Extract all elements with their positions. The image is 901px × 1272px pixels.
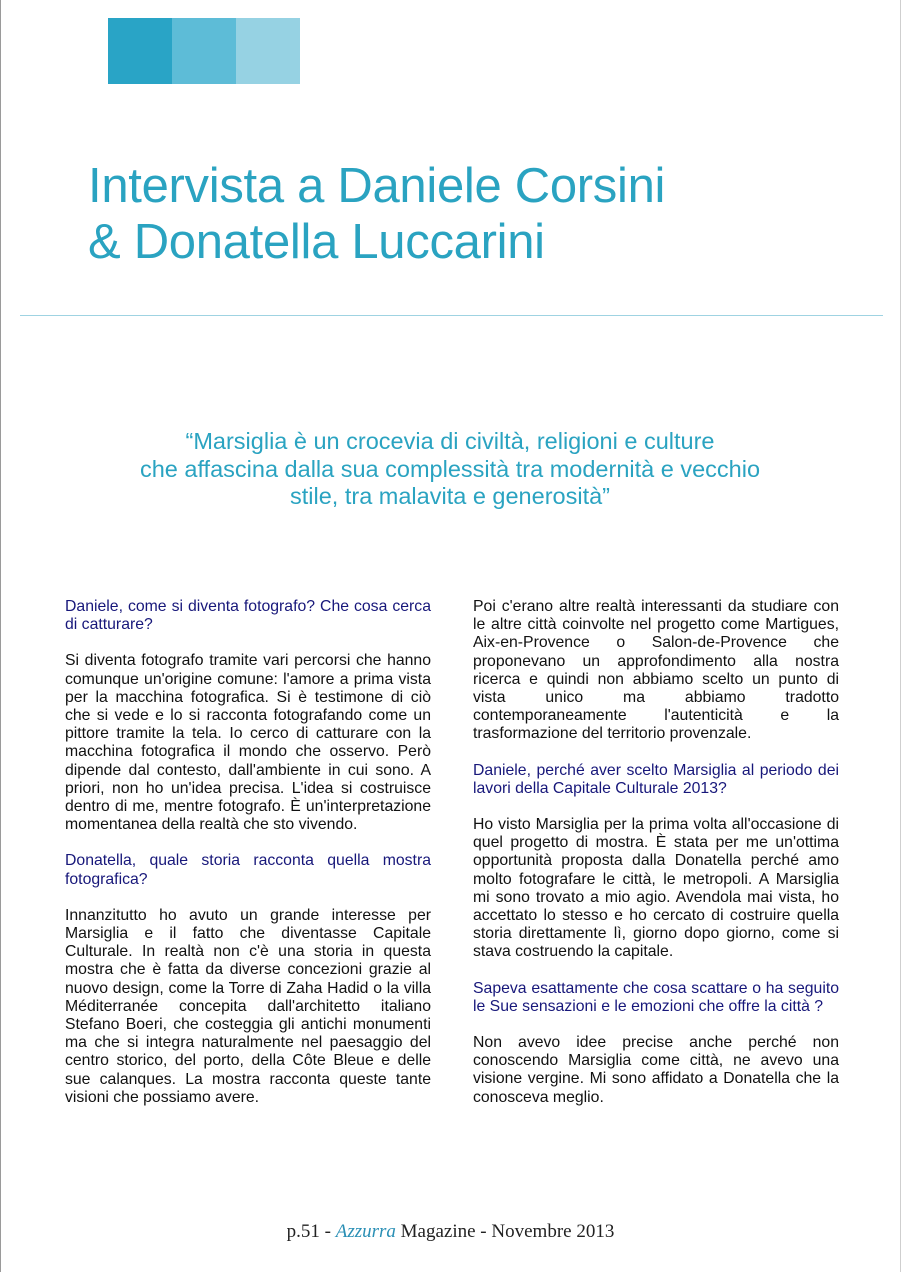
footer-issue: Magazine - Novembre 2013 xyxy=(395,1221,615,1242)
article-column-right xyxy=(473,598,839,1125)
interview-question: Donatella, quale storia racconta quella mostra fotografica? xyxy=(65,852,431,888)
interview-answer: Ho visto Marsiglia per la prima volta all'occasione di quel progetto di mostra. È stata per me un'ottima opportunità proposta dalla Donatella perché amo molto fotografare le città, le metropoli. A Marsiglia mi sono trovato a mio agio. Avendola mai vista, ho accettato lo stesso e ho cercato di costruire quella storia direttamente lì, giorno dopo giorno, come si stava costruendo la capitale. xyxy=(473,816,839,961)
interview-answer: Non avevo idee precise anche perché non conoscendo Marsiglia come città, ne avevo una visione vergine. Mi sono affidato a Donatella che la conosceva meglio. xyxy=(473,1034,839,1106)
footer-magazine-name: Azzurra xyxy=(335,1221,396,1242)
interview-answer: Innanzitutto ho avuto un grande interesse per Marsiglia e il fatto che diventasse Capitale Culturale. In realtà non c'è una storia in questa mostra che è fatta da diverse concezioni grazie al nuovo design, come la Torre di Zaha Hadid o la villa Méditerranée concepita dall'architetto italiano Stefano Boeri, che costeggia gli antichi monumenti ma che si integra naturalmente nel paesaggio del centro storico, del porto, della Côte Bleue e delle sue calanques. La mostra racconta queste tante visioni che possiamo avere. xyxy=(65,906,431,1106)
article-title xyxy=(88,158,665,270)
footer-page-number: p.51 - xyxy=(286,1221,336,1242)
page-footer xyxy=(0,1221,901,1243)
interview-answer: Si diventa fotografo tramite vari percorsi che hanno comunque un'origine comune: l'amore a prima vista per la macchina fotografica. Si è testimone di ciò che si vede e lo si racconta fotografando come un pittore tramite la tela. Io cerco di catturare con la macchina fotografica il mondo che osservo. Però dipende dal contesto, dall'ambiente in cui sono. A priori, non ho un'idea precisa. L'idea si costruisce dentro di me, mentre fotografo. È un'interpretazione momentanea della realtà che sto vivendo. xyxy=(65,652,431,834)
color-block-medium xyxy=(172,18,236,84)
article-title-line-1: Intervista a Daniele Corsini xyxy=(88,159,666,213)
article-column-left xyxy=(65,598,431,1125)
title-divider xyxy=(20,315,883,316)
page-edge-left xyxy=(0,0,1,1272)
pull-quote-line-3: stile, tra malavita e generosità” xyxy=(289,483,610,509)
color-block-dark xyxy=(108,18,172,84)
pull-quote xyxy=(50,428,850,511)
interview-answer: Poi c'erano altre realtà interessanti da studiare con le altre città coinvolte nel progetto come Martigues, Aix-en-Provence o Salon-de-Provence che proponevano un approfondimento alla nostra ricerca e quindi non abbiamo scelto un punto di vista unico ma abbiamo tradotto contemporaneamente l'autenticità e la trasformazione del territorio provenzale. xyxy=(473,598,839,743)
color-block-light xyxy=(236,18,300,84)
interview-question: Daniele, perché aver scelto Marsiglia al periodo dei lavori della Capitale Culturale 2013? xyxy=(473,761,839,797)
pull-quote-line-1: “Marsiglia è un crocevia di civiltà, religioni e culture xyxy=(185,428,715,454)
interview-question: Daniele, come si diventa fotografo? Che cosa cerca di catturare? xyxy=(65,598,431,634)
article-title-line-2: & Donatella Luccarini xyxy=(88,215,545,269)
interview-question: Sapeva esattamente che cosa scattare o ha seguito le Sue sensazioni e le emozioni che offre la città ? xyxy=(473,979,839,1015)
decorative-color-blocks xyxy=(108,18,300,84)
pull-quote-line-2: che affascina dalla sua complessità tra modernità e vecchio xyxy=(139,455,761,482)
